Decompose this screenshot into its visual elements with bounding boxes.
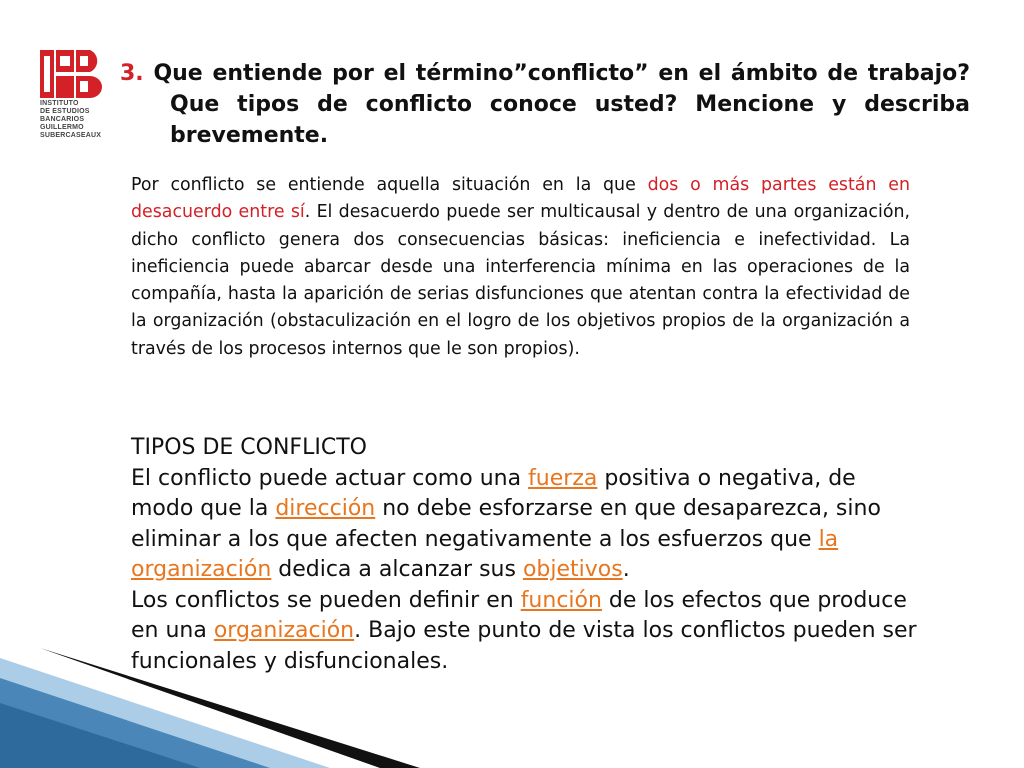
tipos-heading: TIPOS DE CONFLICTO [131,435,367,460]
logo-line-4: GUILLERMO [40,124,84,131]
link-objetivos[interactable]: objetivos [522,557,623,582]
question-title [120,58,970,151]
link-la-organizacion[interactable]: la organización [131,526,839,582]
tipos-text: dedica a alcanzar sus [271,557,523,582]
tipos-text: . Bajo este punto de vista los conflictos pueden ser funcionales y disfuncionales. [131,618,917,674]
institute-logo [40,50,102,140]
definition-text-1: Por conflicto se entiende aquella situación en la que [131,175,648,195]
link-funcion[interactable]: función [520,587,602,613]
decorative-stripes [0,648,420,768]
logo-line-2: DE ESTUDIOS [40,108,90,115]
link-organizacion[interactable]: organización [213,618,355,643]
question-text: Que entiende por el término”conflicto” en el ámbito de trabajo? Que tipos de conflicto conoce usted? Mencione y describa brevemente. [153,61,970,148]
logo-line-3: BANCARIOS [40,116,85,123]
tipos-text: Los conflictos se pueden definir en [131,587,521,613]
logo-line-5: SUBERCASEAUX [40,132,102,139]
tipos-text: El conflicto puede actuar como una [131,465,529,491]
tipos-text: no debe esforzarse en que desaparezca, sino eliminar a los que afecten negativamente a los esfuerzos que [131,496,881,552]
link-fuerza[interactable]: fuerza [528,465,598,491]
logo-line-1: INSTITUTO [40,100,79,107]
question-number: 3. [120,61,144,86]
link-direccion[interactable]: dirección [275,496,376,521]
logo-text [40,100,102,140]
tipos-section [131,433,921,677]
definition-paragraph [131,172,910,363]
tipos-text: de los efectos que produce en una [131,587,907,643]
definition-highlight: dos o más partes están en desacuerdo entre sí [131,175,910,223]
ieb-logo-mark [40,50,102,98]
tipos-text: . [622,557,630,582]
tipos-text: positiva o negativa, de modo que la [131,465,856,521]
definition-text-2: . El desacuerdo puede ser multicausal y dentro de una organización, dicho conflicto genera dos consecuencias básicas: ineficiencia e inefectividad. La ineficiencia puede abarcar desde una interferencia mínima en las operaciones de la compañía, hasta la aparición de serias disfunciones que atentan contra la efectividad de la organización (obstaculización en el logro de los objetivos propios de la organización a través de los procesos internos que le son propios). [131,202,911,359]
tipos-paragraph-1 [131,464,921,586]
